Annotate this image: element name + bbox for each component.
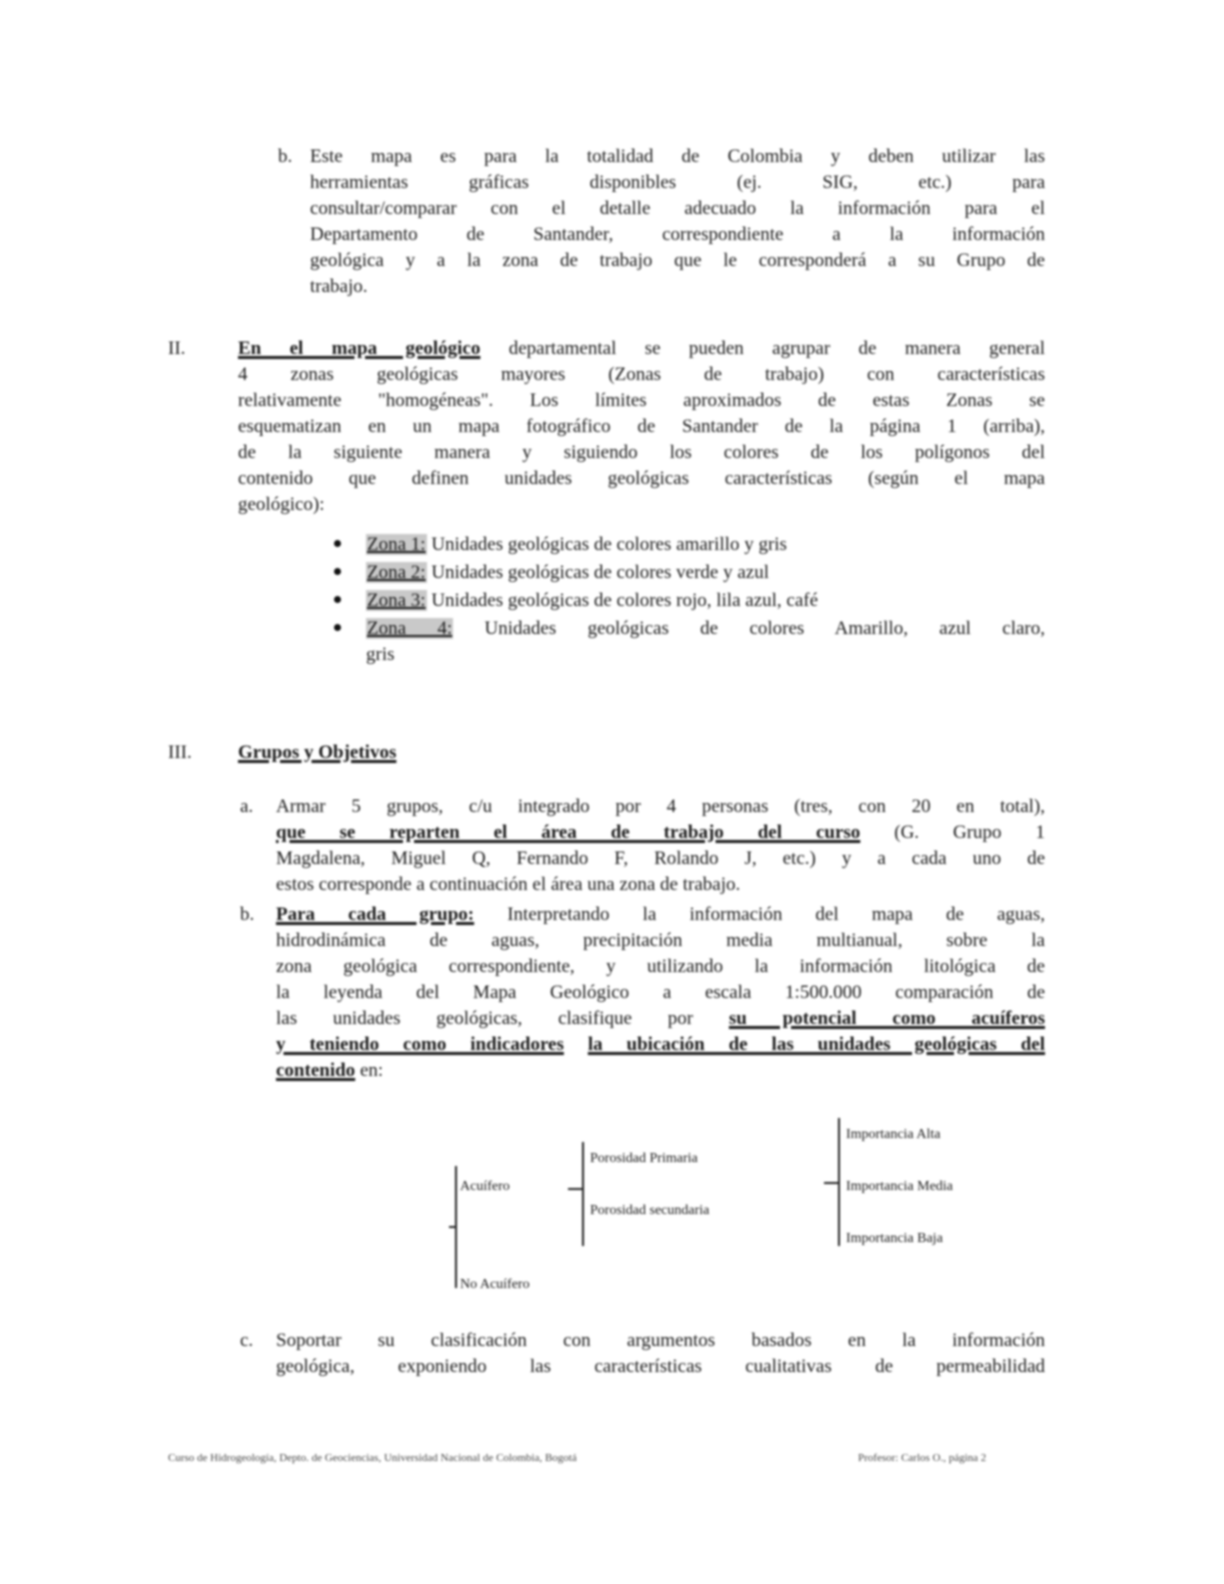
underlined-lead: Para cada grupo: [276,904,475,925]
diagram-label: Importancia Baja [846,1231,943,1246]
underlined-phrase: que se reparten el área de trabajo del curso [276,822,861,843]
paragraph-line [276,902,1045,928]
zone-label: Zona 3: [367,590,426,611]
item-marker: a. [240,796,254,817]
paragraph-line: contenido que definen unidades geológicas características (según el mapa [238,468,1045,489]
paragraph-line: geológica, exponiendo las características cualitativas de permeabilidad [276,1356,1045,1377]
diagram-label: Acuífero [460,1179,510,1194]
underlined-phrase: contenido [276,1060,356,1081]
bracket-tick [824,1182,838,1184]
underlined-phrase: y teniendo como indicadores [276,1034,564,1055]
paragraph-line: Soportar su clasificación con argumentos basados en la información [276,1330,1045,1351]
bracket-tick [568,1188,582,1190]
zone-label: Zona 4: [367,618,453,639]
diagram-label: No Acuífero [460,1277,530,1292]
bullet-icon [334,540,341,547]
item-marker: c. [240,1330,254,1351]
paragraph-line [276,1006,1045,1032]
section-marker: III. [168,742,192,763]
paragraph-line: Departamento de Santander, correspondiente a la información [310,224,1045,245]
footer-left: Curso de Hidrogeología, Depto. de Geociencias, Universidad Nacional de Colombia, Bogotá [168,1452,577,1464]
bullet-icon [334,624,341,631]
bullet-icon [334,568,341,575]
zone-item [366,532,787,558]
paragraph-line: Este mapa es para la totalidad de Colombia y deben utilizar las [310,146,1045,167]
paragraph-line: Armar 5 grupos, c/u integrado por 4 personas (tres, con 20 en total), [276,796,1045,817]
paragraph-line: de la siguiente manera y siguiendo los colores de los polígonos del [238,442,1045,463]
paragraph-line: la leyenda del Mapa Geológico a escala 1:500.000 comparación de [276,982,1045,1003]
zone-text: Unidades geológicas de colores Amarillo, azul claro, [453,618,1045,639]
paragraph-line: relativamente "homogéneas". Los límites aproximados de estas Zonas se [238,390,1045,411]
zone-item [366,588,818,614]
diagram-label: Importancia Media [846,1179,953,1194]
heading-text: Grupos y Objetivos [238,742,397,763]
bullet-icon [334,596,341,603]
paragraph-line [276,1032,1045,1058]
paragraph-line: geológica y a la zona de trabajo que le corresponderá a su Grupo de [310,250,1045,271]
paragraph-line [276,820,1045,846]
paragraph-line: herramientas gráficas disponibles (ej. SIG, etc.) para [310,172,1045,193]
zone-text: Unidades geológicas de colores rojo, lila azul, café [426,590,819,611]
paragraph-line: zona geológica correspondiente, y utilizando la información litológica de [276,956,1045,977]
item-marker: b. [278,146,293,167]
zone-item [366,560,769,586]
line-text: departamental se pueden agrupar de manera general [480,338,1045,359]
footer-right: Profesor: Carlos O., página 2 [858,1452,987,1464]
diagram-label: Importancia Alta [846,1127,941,1142]
bracket-tick [449,1226,456,1228]
line-text: (G. Grupo 1 [860,822,1045,843]
paragraph-line: esquematizan en un mapa fotográfico de Santander de la página 1 (arriba), [238,416,1045,437]
diagram-label: Porosidad secundaria [590,1203,710,1218]
zone-label: Zona 2: [367,562,426,583]
zone-item [366,616,1045,642]
section-marker: II. [168,338,186,359]
diagram-label: Porosidad Primaria [590,1151,698,1166]
underlined-phrase: su potencial como acuíferos [728,1008,1045,1029]
paragraph-line [276,1058,383,1084]
line-text: Interpretando la información del mapa de aguas, [474,904,1045,925]
section-heading [238,740,396,766]
paragraph-line: Magdalena, Miguel Q, Fernando F, Rolando J, etc.) y a cada uno de [276,848,1045,869]
zone-continuation: gris [366,644,395,665]
item-marker: b. [240,904,255,925]
bracket-line [838,1118,840,1246]
paragraph-line [238,336,1045,362]
paragraph-line: hidrodinámica de aguas, precipitación media multianual, sobre la [276,930,1045,951]
paragraph-line: geológico): [238,494,325,515]
paragraph-line: trabajo. [310,276,368,297]
zone-label: Zona 1: [367,534,426,555]
underlined-lead: En el mapa geológico [238,338,481,359]
paragraph-line: 4 zonas geológicas mayores (Zonas de trabajo) con características [238,364,1045,385]
paragraph-line: estos corresponde a continuación el área una zona de trabajo. [276,874,741,895]
paragraph-line: consultar/comparar con el detalle adecuado la información para el [310,198,1045,219]
zone-text: Unidades geológicas de colores amarillo y gris [426,534,787,555]
line-text: las unidades geológicas, clasifique por [276,1008,729,1029]
zone-text: Unidades geológicas de colores verde y azul [426,562,769,583]
underlined-phrase: la ubicación de las unidades geológicas del [587,1034,1046,1055]
line-text: en: [355,1060,384,1081]
bracket-line [582,1142,584,1246]
